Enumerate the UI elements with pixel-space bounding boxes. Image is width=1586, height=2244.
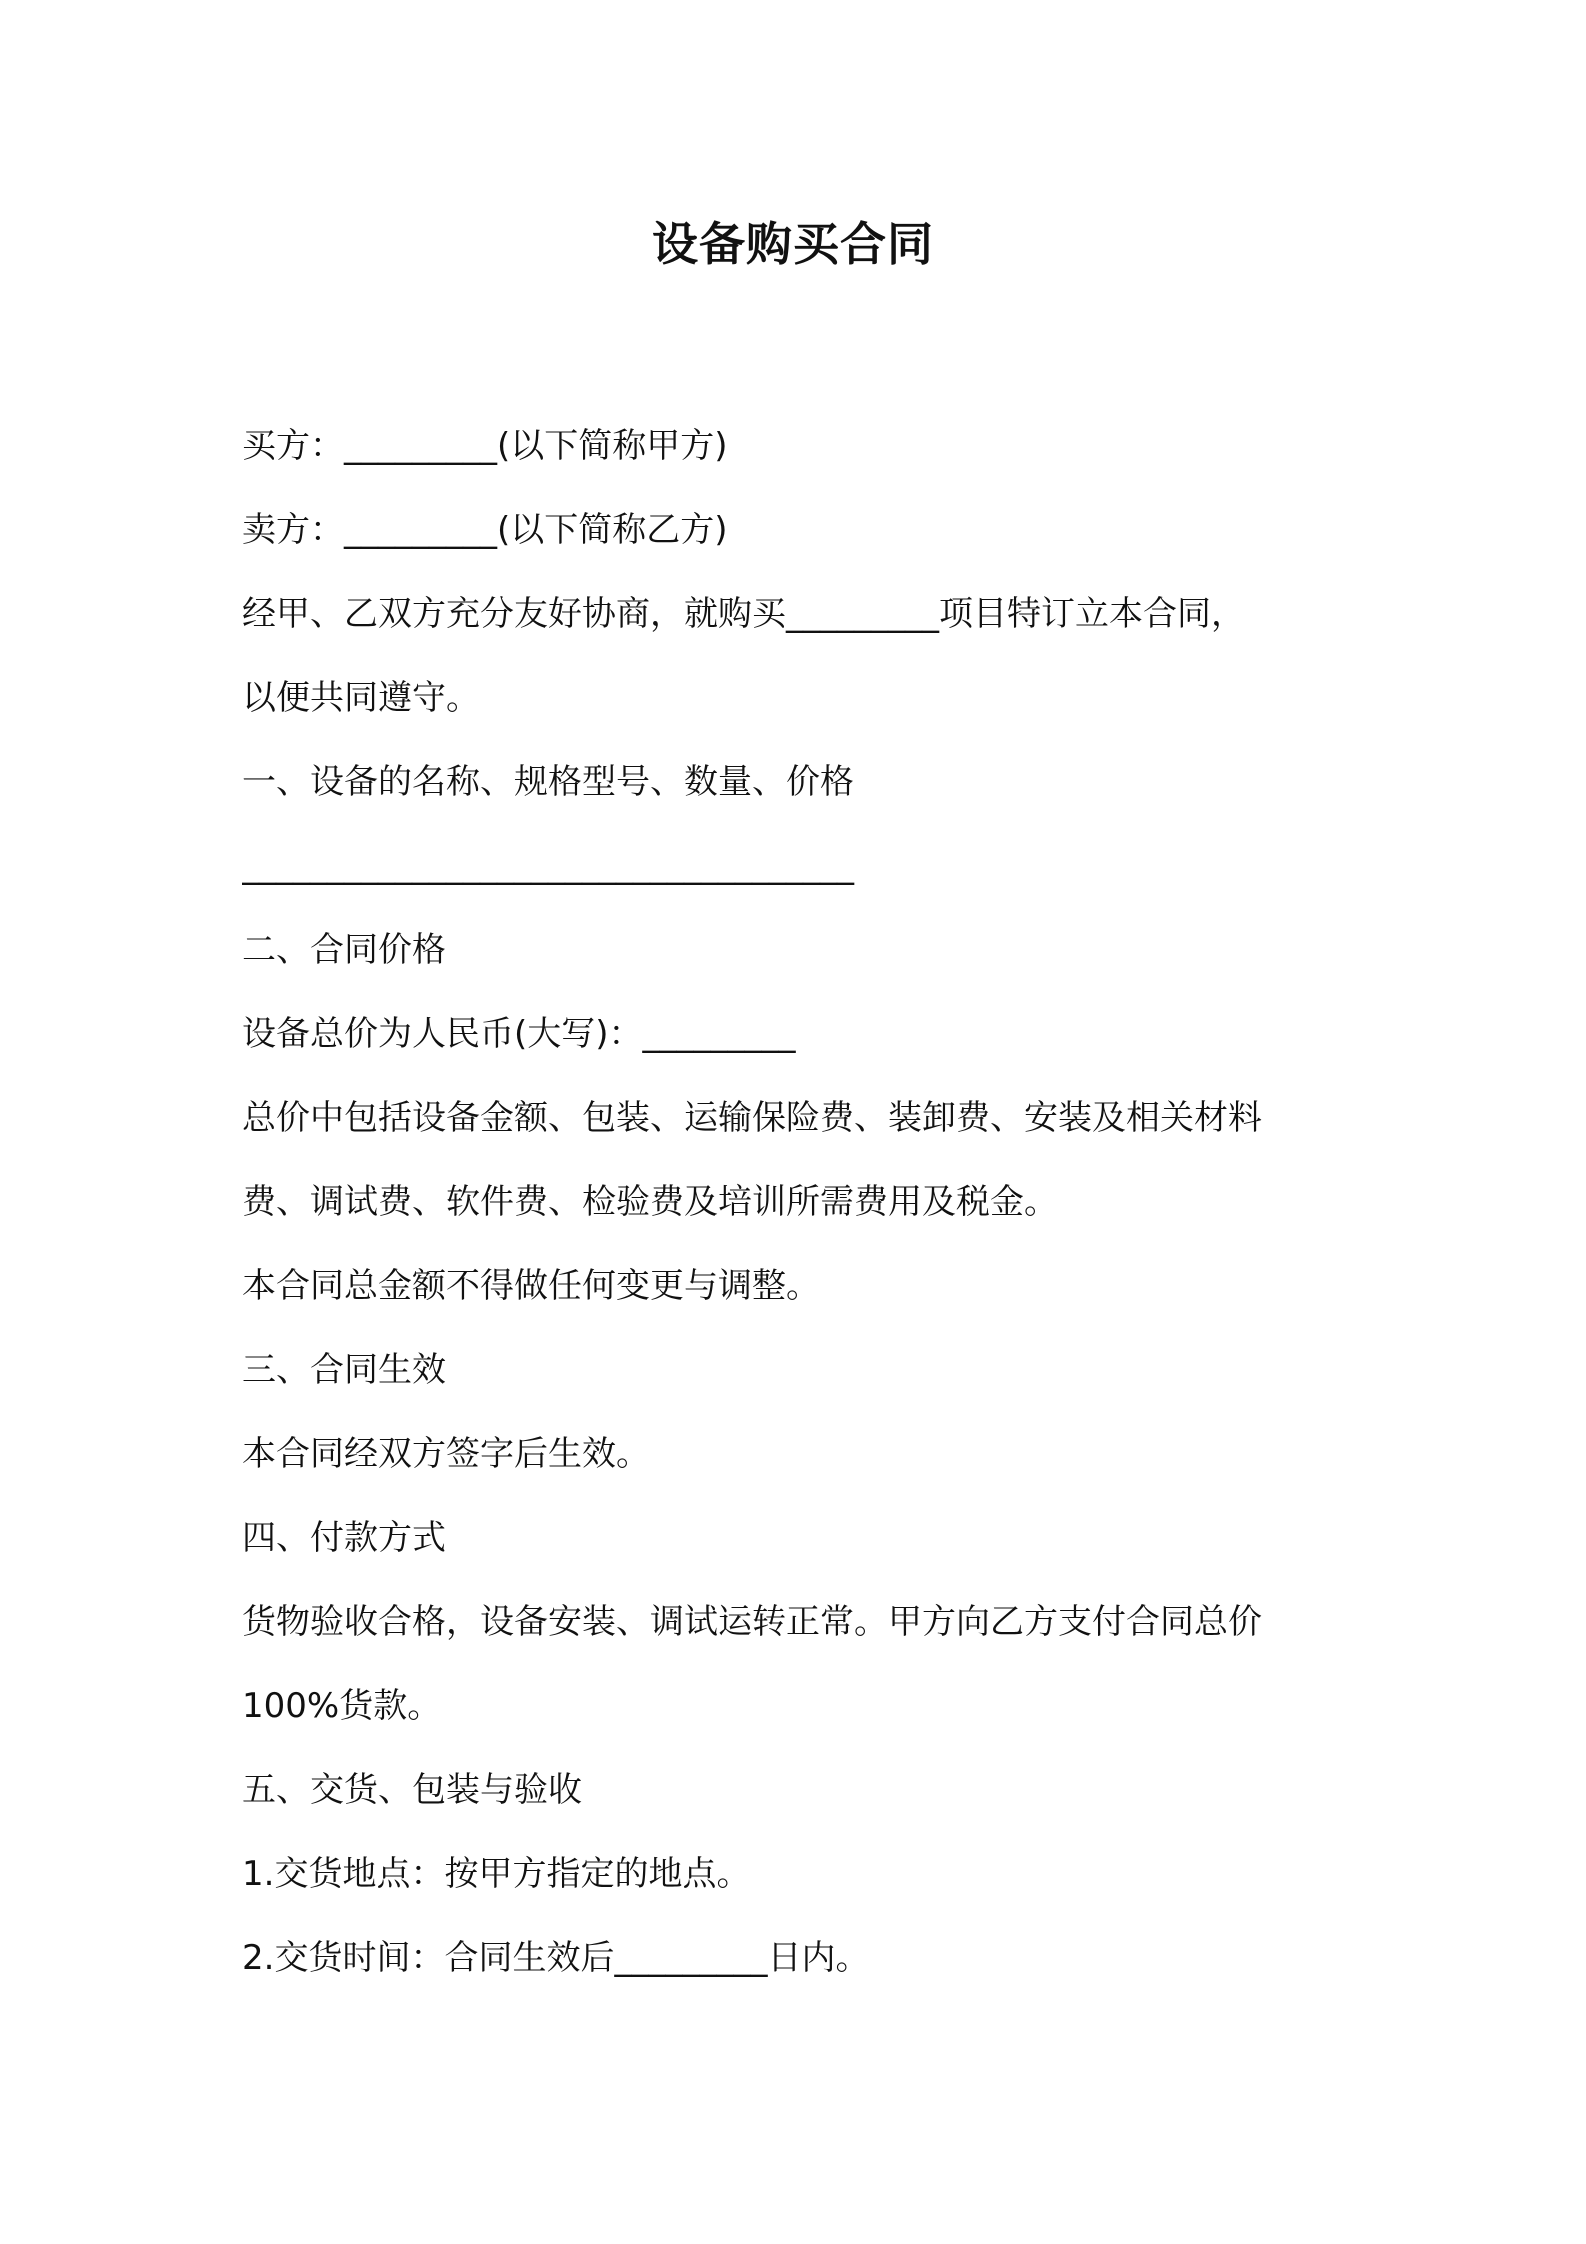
section-3-heading: 三、合同生效 (242, 1350, 446, 1390)
price-fixed-line: 本合同总金额不得做任何变更与调整。 (242, 1266, 820, 1306)
section-1-blank: ____________________________________ (242, 846, 854, 886)
payment-line-2: 100%货款。 (242, 1686, 442, 1726)
price-includes-line-2: 费、调试费、软件费、检验费及培训所需费用及税金。 (242, 1182, 1058, 1222)
price-includes-line-1: 总价中包括设备金额、包装、运输保险费、装卸费、安装及相关材料 (242, 1098, 1262, 1138)
seller-line: 卖方：_________(以下简称乙方) (242, 510, 728, 550)
intro-line-2: 以便共同遵守。 (242, 678, 480, 718)
section-5-heading: 五、交货、包装与验收 (242, 1770, 582, 1810)
effective-line: 本合同经双方签字后生效。 (242, 1434, 650, 1474)
document-body (242, 404, 1362, 2000)
section-2-heading: 二、合同价格 (242, 930, 446, 970)
payment-line-1: 货物验收合格，设备安装、调试运转正常。甲方向乙方支付合同总价 (242, 1602, 1262, 1642)
delivery-location-line: 1.交货地点：按甲方指定的地点。 (242, 1854, 751, 1894)
total-price-line: 设备总价为人民币(大写)：_________ (242, 1014, 796, 1054)
section-4-heading: 四、付款方式 (242, 1518, 446, 1558)
document-title: 设备购买合同 (652, 217, 934, 271)
buyer-line: 买方：_________(以下简称甲方) (242, 426, 728, 466)
section-1-heading: 一、设备的名称、规格型号、数量、价格 (242, 762, 854, 802)
intro-line-1: 经甲、乙双方充分友好协商，就购买_________项目特订立本合同， (242, 594, 1245, 634)
delivery-time-line: 2.交货时间：合同生效后_________日内。 (242, 1938, 870, 1978)
